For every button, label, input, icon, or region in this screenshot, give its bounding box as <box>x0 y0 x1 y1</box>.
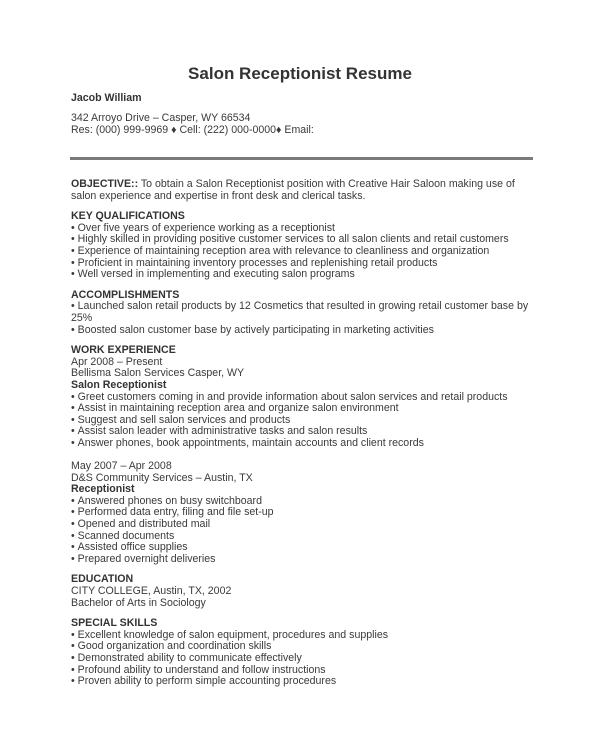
list-item: • Scanned documents <box>71 531 541 543</box>
list-item: • Answered phones on busy switchboard <box>71 496 541 508</box>
list-item: • Excellent knowledge of salon equipment, procedures and supplies <box>71 630 541 642</box>
experience-heading: WORK EXPERIENCE <box>71 344 176 357</box>
job-entry <box>71 461 541 565</box>
list-item: • Well versed in implementing and executing salon programs <box>71 269 541 281</box>
job-entry <box>71 357 541 450</box>
education-degree: Bachelor of Arts in Sociology <box>71 596 206 609</box>
list-item: • Assist in maintaining reception area and organize salon environment <box>71 403 541 415</box>
job-company: D&S Community Services – Austin, TX <box>71 471 253 484</box>
skills-list <box>71 630 541 688</box>
education-heading: EDUCATION <box>71 573 134 586</box>
job-dates: May 2007 – Apr 2008 <box>71 460 172 473</box>
qualifications-list <box>71 223 541 281</box>
qualifications-section <box>71 211 541 281</box>
job-duties-list <box>71 392 541 450</box>
header-divider <box>70 157 533 160</box>
resume-title: Salon Receptionist Resume <box>188 64 412 83</box>
job-role: Receptionist <box>71 483 135 496</box>
address-line: 342 Arroyo Drive – Casper, WY 66534 <box>71 112 251 124</box>
list-item: • Good organization and coordination skills <box>71 641 541 653</box>
education-section <box>71 574 541 609</box>
list-item: • Experience of maintaining reception area with relevance to cleanliness and organization <box>71 246 541 258</box>
objective-label: OBJECTIVE:: <box>71 178 139 190</box>
objective-section <box>71 179 541 202</box>
education-school: CITY COLLEGE, Austin, TX, 2002 <box>71 585 232 597</box>
experience-section <box>71 345 541 565</box>
list-item: • Prepared overnight deliveries <box>71 554 541 566</box>
list-item: • Over five years of experience working as a receptionist <box>71 223 541 235</box>
applicant-name: Jacob William <box>71 92 142 104</box>
list-item: • Launched salon retail products by 12 Cosmetics that resulted in growing retail customer base by 25% <box>71 301 541 324</box>
job-role: Salon Receptionist <box>71 378 167 391</box>
objective-text: To obtain a Salon Receptionist position with Creative Hair Saloon making use of salon experience and expertise in front desk and clerical tasks. <box>71 178 515 202</box>
list-item: • Performed data entry, filing and file set-up <box>71 507 541 519</box>
list-item: • Highly skilled in providing positive customer services to all salon clients and retail customers <box>71 234 541 246</box>
list-item: • Demonstrated ability to communicate effectively <box>71 653 541 665</box>
list-item: • Proven ability to perform simple accounting procedures <box>71 676 541 688</box>
list-item: • Assisted office supplies <box>71 542 541 554</box>
list-item: • Suggest and sell salon services and products <box>71 415 541 427</box>
accomplishments-heading: ACCOMPLISHMENTS <box>71 288 180 301</box>
skills-section <box>71 618 541 688</box>
list-item: • Assist salon leader with administrative tasks and salon results <box>71 426 541 438</box>
list-item: • Opened and distributed mail <box>71 519 541 531</box>
list-item: • Greet customers coming in and provide information about salon services and retail products <box>71 392 541 404</box>
job-dates: Apr 2008 – Present <box>71 355 163 368</box>
job-company: Bellisma Salon Services Casper, WY <box>71 367 245 380</box>
contact-block <box>71 113 541 136</box>
list-item: • Profound ability to understand and follow instructions <box>71 665 541 677</box>
resume-body <box>71 179 541 688</box>
accomplishments-section <box>71 290 541 336</box>
qualifications-heading: KEY QUALIFICATIONS <box>71 210 185 223</box>
list-item: • Boosted salon customer base by actively participating in marketing activities <box>71 325 541 337</box>
job-duties-list <box>71 496 541 566</box>
skills-heading: SPECIAL SKILLS <box>71 617 158 630</box>
phone-email-line: Res: (000) 999-9969 ♦ Cell: (222) 000-0000♦ Email: <box>71 123 314 136</box>
list-item: • Answer phones, book appointments, maintain accounts and client records <box>71 438 541 450</box>
list-item: • Proficient in maintaining inventory processes and replenishing retail products <box>71 258 541 270</box>
accomplishments-list <box>71 301 541 336</box>
